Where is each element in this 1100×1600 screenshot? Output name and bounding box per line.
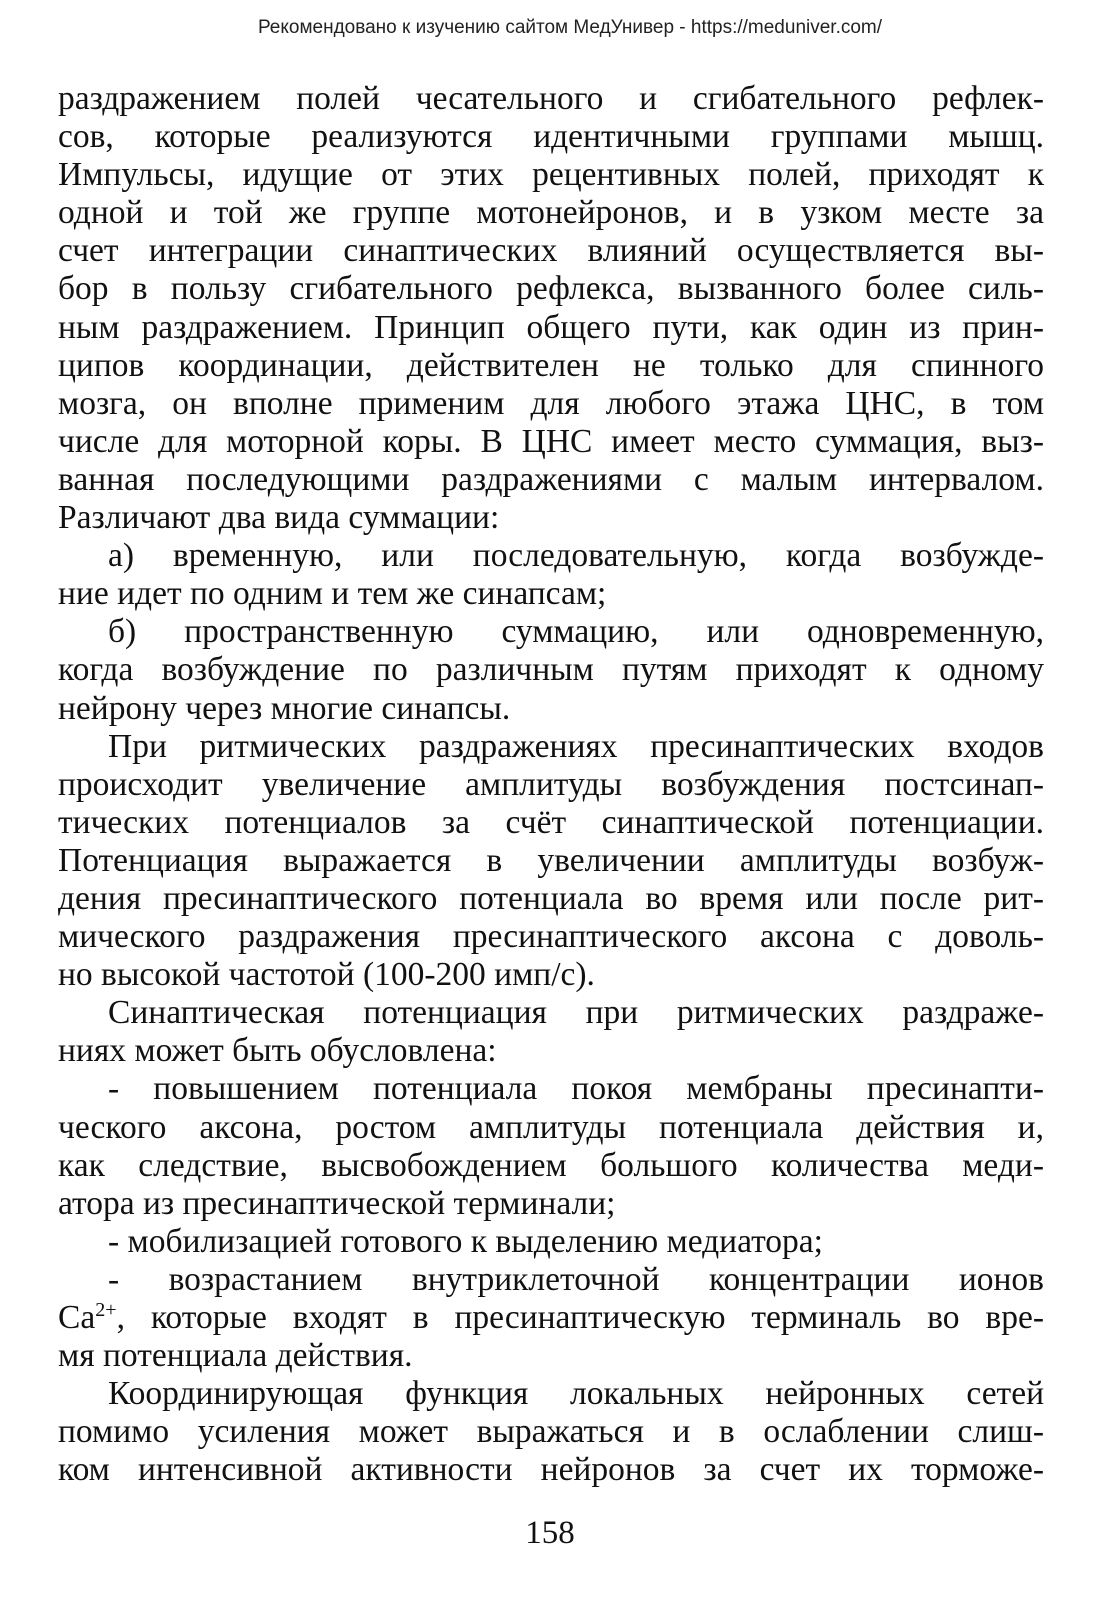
ion-charge: 2+ (95, 1298, 117, 1321)
text-line: ниях может быть обусловлена: (58, 1032, 497, 1070)
text-line: бор в пользу сгибательного рефлекса, вызванного более силь- (58, 270, 1044, 308)
list-item-b-line: б) пространственную суммацию, или одновременную, (108, 613, 1044, 651)
text-line: При ритмических раздражениях пресинаптических входов (108, 727, 1044, 765)
text-line: происходит увеличение амплитуды возбуждения постсинап- (58, 765, 1044, 803)
text-line: дения пресинаптического потенциала во время или после рит- (58, 879, 1044, 917)
text-line: ным раздражением. Принцип общего пути, как один из прин- (58, 308, 1044, 346)
bullet-item-line: как следствие, высвобождением большого количества меди- (58, 1146, 1044, 1184)
bullet-item-line: мя потенциала действия. (58, 1337, 413, 1375)
site-recommendation-header: Рекомендовано к изучению сайтом МедУнивер - https://meduniver.com/ (257, 17, 883, 38)
bullet-item-line (58, 1299, 1044, 1337)
list-item-b-line: когда возбуждение по различным путям приходят к одному (58, 651, 1044, 689)
text-line: тических потенциалов за счёт синаптической потенциации. (58, 803, 1044, 841)
text-line: помимо усиления может выражаться и в ослаблении слиш- (58, 1413, 1044, 1451)
body-text (58, 80, 1044, 1489)
text-line: числе для моторной коры. В ЦНС имеет место суммация, выз- (58, 422, 1044, 460)
bullet-item-line: атора из пресинаптической терминали; (58, 1184, 616, 1222)
text-line: одной и той же группе мотонейронов, и в узком месте за (58, 194, 1044, 232)
bullet-item-line: - возрастанием внутриклеточной концентрации ионов (108, 1260, 1044, 1298)
text-line: ком интенсивной активности нейронов за счет их торможе- (58, 1451, 1044, 1489)
bullet-item-line: - повышением потенциала покоя мембраны пресинапти- (108, 1070, 1044, 1108)
text-line: Различают два вида суммации: (58, 499, 500, 537)
text-line: ципов координации, действителен не только для спинного (58, 346, 1044, 384)
ion-symbol: Са (58, 1299, 96, 1336)
list-item-a-line: а) временную, или последовательную, когда возбужде- (108, 537, 1044, 575)
text-line: но высокой частотой (100-200 имп/с). (58, 956, 595, 994)
text-line: раздражением полей чесательного и сгибательного рефлек- (58, 80, 1044, 117)
text-line: Синаптическая потенциация при ритмических раздраже- (108, 994, 1044, 1032)
text-line: счет интеграции синаптических влияний осуществляется вы- (58, 232, 1044, 270)
text-line: Координирующая функция локальных нейронных сетей (108, 1375, 1044, 1413)
text-line: мозга, он вполне применим для любого этажа ЦНС, в том (58, 384, 1044, 422)
page-number: 158 (525, 1515, 575, 1551)
text-line: Импульсы, идущие от этих рецентивных полей, приходят к (58, 156, 1044, 194)
text-line: сов, которые реализуются идентичными группами мышц. (58, 118, 1044, 156)
text-line: ванная последующими раздражениями с малым интервалом. (58, 460, 1044, 498)
text-line: мического раздражения пресинаптического аксона с доволь- (58, 918, 1044, 956)
list-item-b-line: нейрону через многие синапсы. (58, 689, 511, 727)
bullet-item-line: - мобилизацией готового к выделению медиатора; (108, 1222, 823, 1260)
text-fragment: , которые входят в пресинаптическую терминаль во вре- (116, 1299, 1044, 1336)
text-line: Потенциация выражается в увеличении амплитуды возбуж- (58, 841, 1044, 879)
list-item-a-line: ние идет по одним и тем же синапсам; (58, 575, 607, 613)
bullet-item-line: ческого аксона, ростом амплитуды потенциала действия и, (58, 1108, 1044, 1146)
